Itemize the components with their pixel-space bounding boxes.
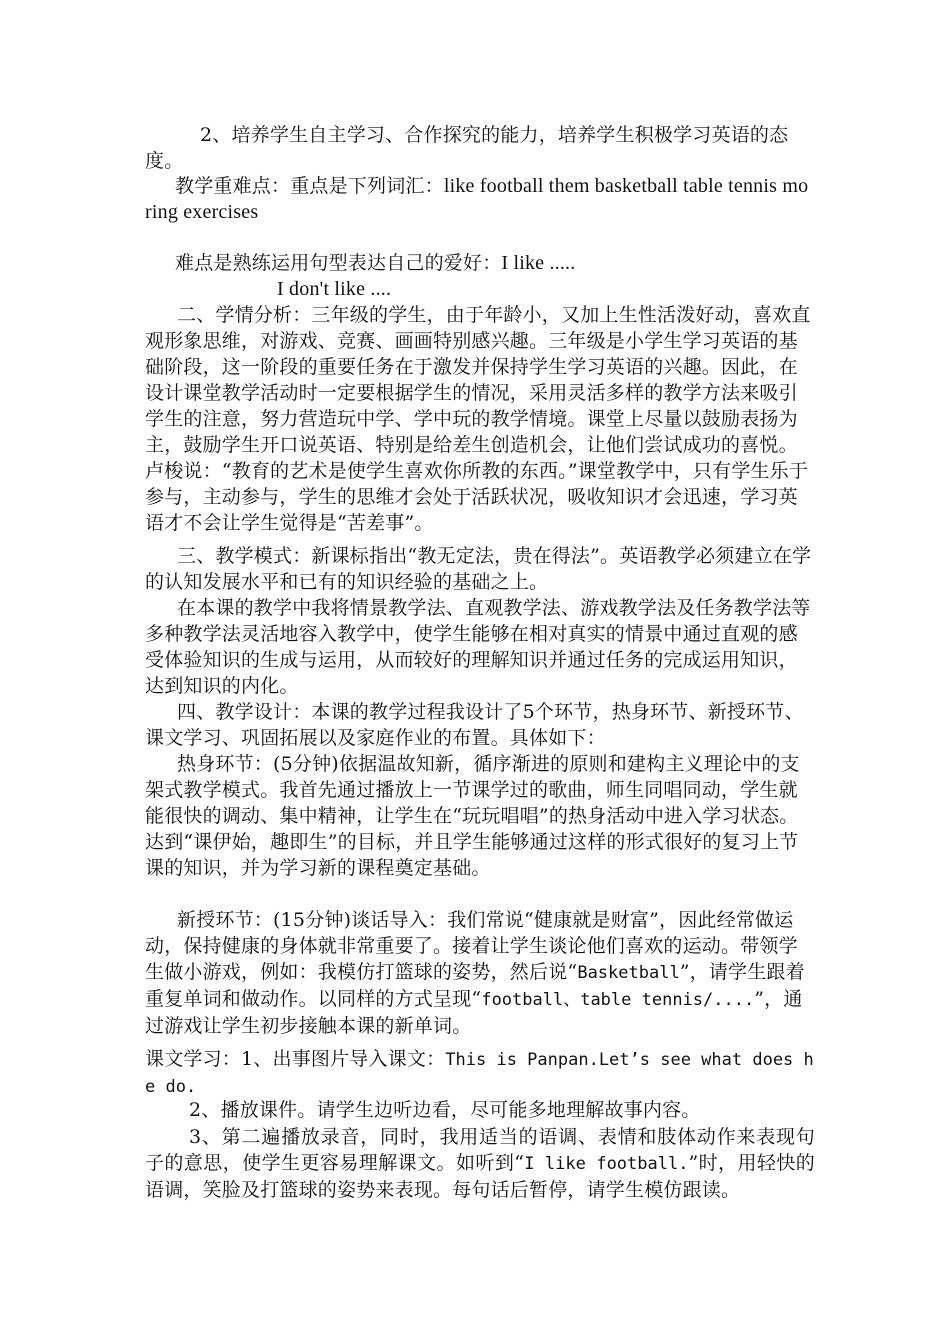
teaching-mode-text: 三、教学模式：新课标指出“教无定法，贵在得法”。英语教学必须建立在学的认知发展水平和已有的知识经验的基础之上。 [145,545,812,593]
recording-step-paragraph [145,1124,815,1203]
new-lesson-text-e: ”，通过游戏让学生初步接触本课的新单词。 [145,988,803,1037]
new-lesson-word-basketball: Basketball [577,963,680,983]
recording-step-example: I like football. [524,1154,689,1174]
difficulty-label: 难点是熟练运用句型表达自己的爱好： [175,252,502,274]
student-analysis-paragraph [145,302,815,536]
objective-text: 2、培养学生自主学习、合作探究的能力，培养学生积极学习英语的态度。 [145,124,789,172]
text-study-paragraph [145,1046,815,1100]
teaching-methods-paragraph [145,595,815,699]
new-lesson-words-list: football、table tennis/.... [481,990,755,1010]
text-study-intro-sentence: This is Panpan.Let’s see what does he do. [145,1050,814,1097]
new-lesson-text-a: 新授环节：(15分钟)谈话导入：我们常说“健康就是财富”，因此经常做运动，保持健康的身体就非常重要了。接着让学生谈论他们喜欢的运动。带领学生做小游戏，例如：我模仿打篮球的姿势，然后说“ [145,909,798,983]
courseware-step-text: 2、播放课件。请学生边听边看，尽可能多地理解故事内容。 [189,1099,701,1121]
recording-step-text-c: ”时，用轻快的语调，笑脸及打篮球的姿势来表现。每句话后暂停，请学生模仿跟读。 [145,1152,815,1201]
new-lesson-paragraph [145,907,815,1039]
courseware-step-paragraph [145,1097,815,1123]
new-lesson-text-c: ”，请学生跟着重复单词和做动作。以同样的方式呈现“ [145,961,805,1010]
text-study-label: 课文学习：1、出事图片导入课文： [145,1048,446,1070]
teaching-methods-text: 在本课的教学中我将情景教学法、直观教学法、游戏教学法及任务教学法等多种教学法灵活地容入教学中，使学生能够在相对真实的情景中通过直观的感受体验知识的生成与运用，从而较好的理解知识并通过任务的完成运用知识，达到知识的内化。 [145,597,811,697]
key-points-label: 教学重难点：重点是下列词汇： [175,175,444,197]
sentence-pattern-like: I like ..... [501,252,576,274]
difficulty-paragraph [145,250,815,276]
key-vocabulary-list: like football them basketball table tennis moring exercises [145,175,809,223]
warm-up-paragraph [145,751,815,881]
teaching-mode-paragraph [145,543,815,595]
sentence-pattern-dislike [277,276,677,302]
objective-paragraph [145,122,815,174]
student-analysis-text: 二、学情分析：三年级的学生，由于年龄小，又加上生性活泼好动，喜欢直观形象思维，对游戏、竞赛、画画特别感兴趣。三年级是小学生学习英语的基础阶段，这一阶段的重要任务在于激发并保持学生学习英语的兴趣。因此，在设计课堂教学活动时一定要根据学生的情况，采用灵活多样的教学方法来吸引学生的注意，努力营造玩中学、学中玩的教学情境。课堂上尽量以鼓励表扬为主，鼓励学生开口说英语、特别是给差生创造机会，让他们尝试成功的喜悦。卢梭说：“教育的艺术是使学生喜欢你所教的东西。”课堂教学中，只有学生乐于参与，主动参与，学生的思维才会处于活跃状况，吸收知识才会迅速，学习英语才不会让学生觉得是“苦差事”。 [145,304,811,534]
teaching-design-paragraph [145,699,815,751]
warm-up-text: 热身环节：(5分钟)依据温故知新，循序渐进的原则和建构主义理论中的支架式教学模式。我首先通过播放上一节课学过的歌曲，师生同唱同动，学生就能很快的调动、集中精神，让学生在“玩玩唱唱”的热身活动中进入学习状态。达到“课伊始，趣即生”的目标，并且学生能够通过这样的形式很好的复习上节课的知识，并为学习新的课程奠定基础。 [145,753,800,879]
key-points-paragraph [145,173,815,225]
teaching-design-text: 四、教学设计：本课的教学过程我设计了5个环节，热身环节、新授环节、课文学习、巩固拓展以及家庭作业的布置。具体如下： [145,701,804,749]
recording-step-text-a: 3、第二遍播放录音，同时，我用适当的语调、表情和肢体动作来表现句子的意思，使学生更容易理解课文。如听到“ [145,1126,815,1174]
sentence-pattern-dislike-text: I don't like .... [277,278,392,300]
